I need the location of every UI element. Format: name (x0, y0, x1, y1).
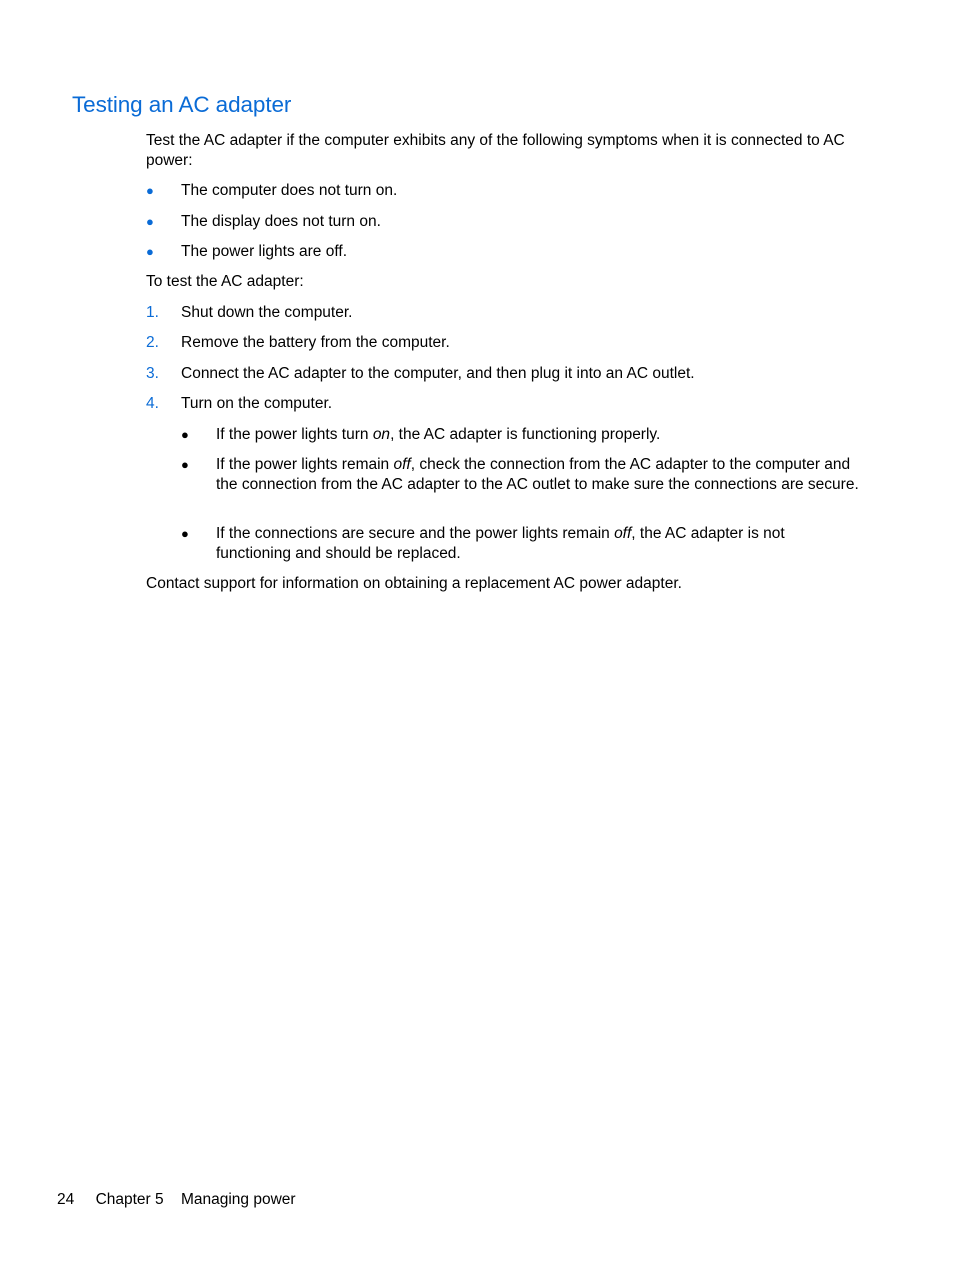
bullet-icon: ● (146, 244, 154, 259)
chapter-label: Chapter 5 (95, 1191, 164, 1208)
step-text: Connect the AC adapter to the computer, and then plug it into an AC outlet. (181, 365, 695, 382)
result-text: If the connections are secure and the power lights remain off, the AC adapter is not functioning and should be replaced. (216, 525, 785, 562)
step-text: Shut down the computer. (181, 304, 353, 321)
result-text: If the power lights turn on, the AC adapter is functioning properly. (216, 426, 661, 443)
step-number: 3. (146, 365, 159, 382)
intro-paragraph: Test the AC adapter if the computer exhibits any of the following symptoms when it is connected to AC power: (146, 132, 845, 169)
page-title: Testing an AC adapter (72, 92, 292, 117)
symptom-text: The computer does not turn on. (181, 182, 398, 199)
bullet-icon: ● (181, 427, 189, 442)
bullet-icon: ● (181, 457, 189, 472)
emphasis-off: off (614, 525, 632, 542)
step-number: 2. (146, 334, 159, 351)
test-intro-paragraph: To test the AC adapter: (146, 273, 304, 290)
step-text: Turn on the computer. (181, 395, 333, 412)
bullet-icon: ● (181, 526, 189, 541)
step-number: 1. (146, 304, 159, 321)
result-text: If the power lights remain off, check the connection from the AC adapter to the computer and the connection from the AC adapter to the AC outlet to make sure the connections are secure. (216, 456, 859, 493)
step-text: Remove the battery from the computer. (181, 334, 450, 351)
step-number: 4. (146, 395, 159, 412)
closing-paragraph: Contact support for information on obtaining a replacement AC power adapter. (146, 575, 682, 592)
symptom-text: The power lights are off. (181, 243, 347, 260)
chapter-title: Managing power (180, 1191, 296, 1208)
page-footer (57, 1190, 296, 1210)
emphasis-off: off (393, 456, 411, 473)
page-number: 24 (57, 1191, 75, 1208)
bullet-icon: ● (146, 214, 154, 229)
bullet-icon: ● (146, 183, 154, 198)
emphasis-on: on (372, 426, 391, 443)
symptom-text: The display does not turn on. (181, 213, 381, 230)
